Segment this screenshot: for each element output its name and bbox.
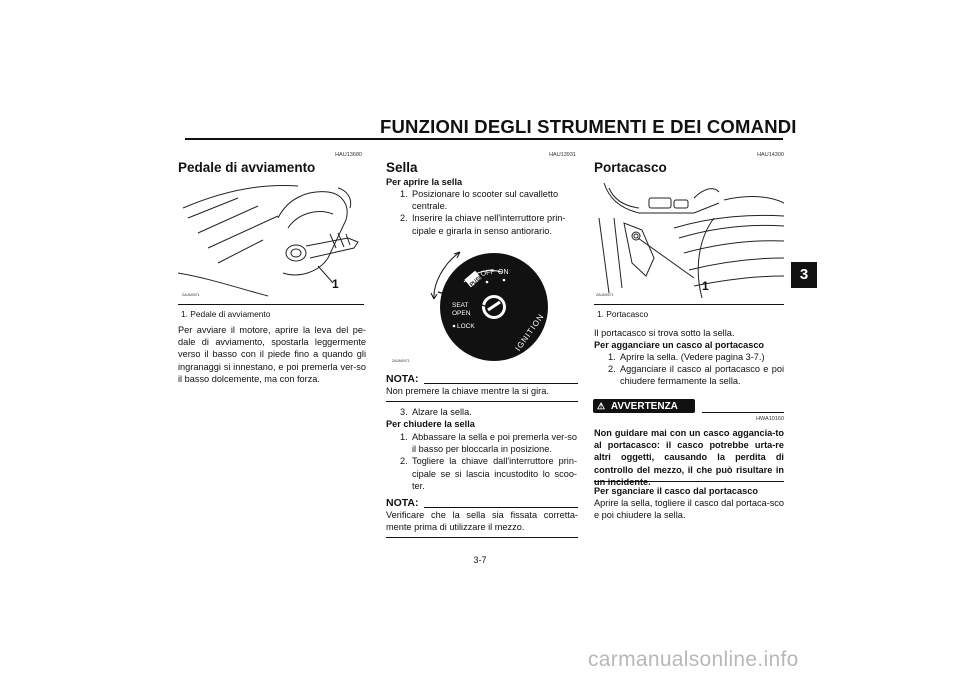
nota-title: NOTA: bbox=[386, 373, 419, 385]
header-rule bbox=[185, 138, 783, 140]
section-code: HAU13680 bbox=[335, 152, 362, 158]
release-helmet-text: Aprire la sella, togliere il casco dal portaca-sco e poi chiudere la sella. bbox=[594, 498, 784, 521]
list-item: 2. Agganciare il casco al portacasco e poi chiudere fermamente la sella. bbox=[608, 364, 784, 387]
nota-end-rule bbox=[386, 401, 578, 402]
section-title-seat: Sella bbox=[386, 160, 418, 175]
list-item: 1. Posizionare lo scooter sul cavalletto centrale. bbox=[400, 189, 559, 212]
figure-callout: 1 bbox=[702, 279, 709, 293]
warning-triangle-icon: ⚠ bbox=[597, 401, 606, 411]
warning-label: AVVERTENZA bbox=[610, 401, 678, 412]
seat-label: SEAT bbox=[452, 302, 469, 309]
lock-label: LOCK bbox=[457, 323, 475, 330]
warning-rule bbox=[702, 412, 784, 413]
figure-caption: 1. Pedale di avviamento bbox=[181, 309, 271, 319]
kickstarter-body: Per avviare il motore, aprire la leva del pe-dale di avviamento, spostarla leggermente verso il basso con il piede fino a quando gli ingranaggi si innestano, e poi premerla ver-so il basso dolcemente, ma con forza. bbox=[178, 325, 366, 384]
nota-title: NOTA: bbox=[386, 497, 419, 509]
helmet-holder-illustration bbox=[594, 178, 784, 303]
chapter-tab: 3 bbox=[791, 262, 817, 288]
nota-text: Verificare che la sella sia fissata corretta-mente prima di utilizzare il mezzo. bbox=[386, 510, 578, 533]
nota-rule bbox=[424, 507, 578, 508]
nota-end-rule bbox=[386, 537, 578, 538]
off-label: OFF bbox=[480, 268, 496, 278]
close-seat-heading: Per chiudere la sella bbox=[386, 419, 475, 429]
hang-helmet-steps bbox=[594, 351, 784, 388]
nota-rule bbox=[424, 383, 578, 384]
kickstarter-illustration bbox=[178, 178, 363, 303]
on-label: ON bbox=[498, 269, 509, 276]
hang-helmet-heading: Per agganciare un casco al portacasco bbox=[594, 340, 765, 350]
caption-rule bbox=[178, 304, 364, 305]
figure-code: ZAUM0071 bbox=[596, 293, 614, 297]
open-seat-step3 bbox=[386, 406, 577, 418]
section-title-helmet-holder: Portacasco bbox=[594, 160, 667, 175]
page-header-title: FUNZIONI DEGLI STRUMENTI E DEI COMANDI bbox=[380, 116, 797, 137]
figure-code: ZAUM0071 bbox=[392, 359, 410, 363]
list-item: 3. Alzare la sella. bbox=[400, 407, 472, 417]
open-seat-heading: Per aprire la sella bbox=[386, 177, 463, 187]
figure-callout: 1 bbox=[332, 277, 339, 291]
warning-text: Non guidare mai con un casco aggancia-to al portacasco: il casco potrebbe urta-re altri oggetti, causando la perdita di controllo del mezzo, il che può risultare in bbox=[594, 428, 784, 475]
list-item: 2. Togliere la chiave dall'interruttore prin-cipale se si lascia incustodito lo scoo-ter. bbox=[400, 456, 577, 491]
section-title-kickstarter: Pedale di avviamento bbox=[178, 160, 316, 175]
release-helmet-heading: Per sganciare il casco dal portacasco bbox=[594, 486, 758, 496]
warning-end-rule bbox=[594, 481, 784, 482]
push-label: PUSH bbox=[469, 273, 485, 289]
figure-caption: 1. Portacasco bbox=[597, 309, 649, 319]
caption-rule bbox=[594, 304, 784, 305]
helmet-holder-intro: Il portacasco si trova sotto la sella. bbox=[594, 328, 735, 338]
list-item: 2. Inserire la chiave nell'interruttore prin-cipale e girarla in senso antiorario. bbox=[400, 213, 566, 236]
nota-text: Non premere la chiave mentre la si gira. bbox=[386, 386, 549, 396]
section-code: HAU14300 bbox=[757, 152, 784, 158]
list-item: 1. Aprire la sella. (Vedere pagina 3-7.) bbox=[608, 352, 765, 362]
open-seat-steps bbox=[386, 188, 577, 237]
list-item: 1. Abbassare la sella e poi premerla ver-so il basso per bloccarla in posizione. bbox=[400, 432, 577, 455]
ignition-label: IGNITION bbox=[513, 311, 546, 353]
warning-badge bbox=[593, 399, 695, 413]
warning-code: HWA10160 bbox=[756, 416, 784, 422]
watermark: carmanualsonline.info bbox=[588, 648, 799, 671]
figure-code: ZAUM0071 bbox=[182, 293, 200, 297]
ignition-switch-illustration bbox=[388, 244, 576, 374]
open-label: OPEN bbox=[452, 310, 471, 317]
close-seat-steps bbox=[386, 431, 577, 492]
section-code: HAU13931 bbox=[549, 152, 576, 158]
page-number: 3-7 bbox=[473, 555, 487, 565]
